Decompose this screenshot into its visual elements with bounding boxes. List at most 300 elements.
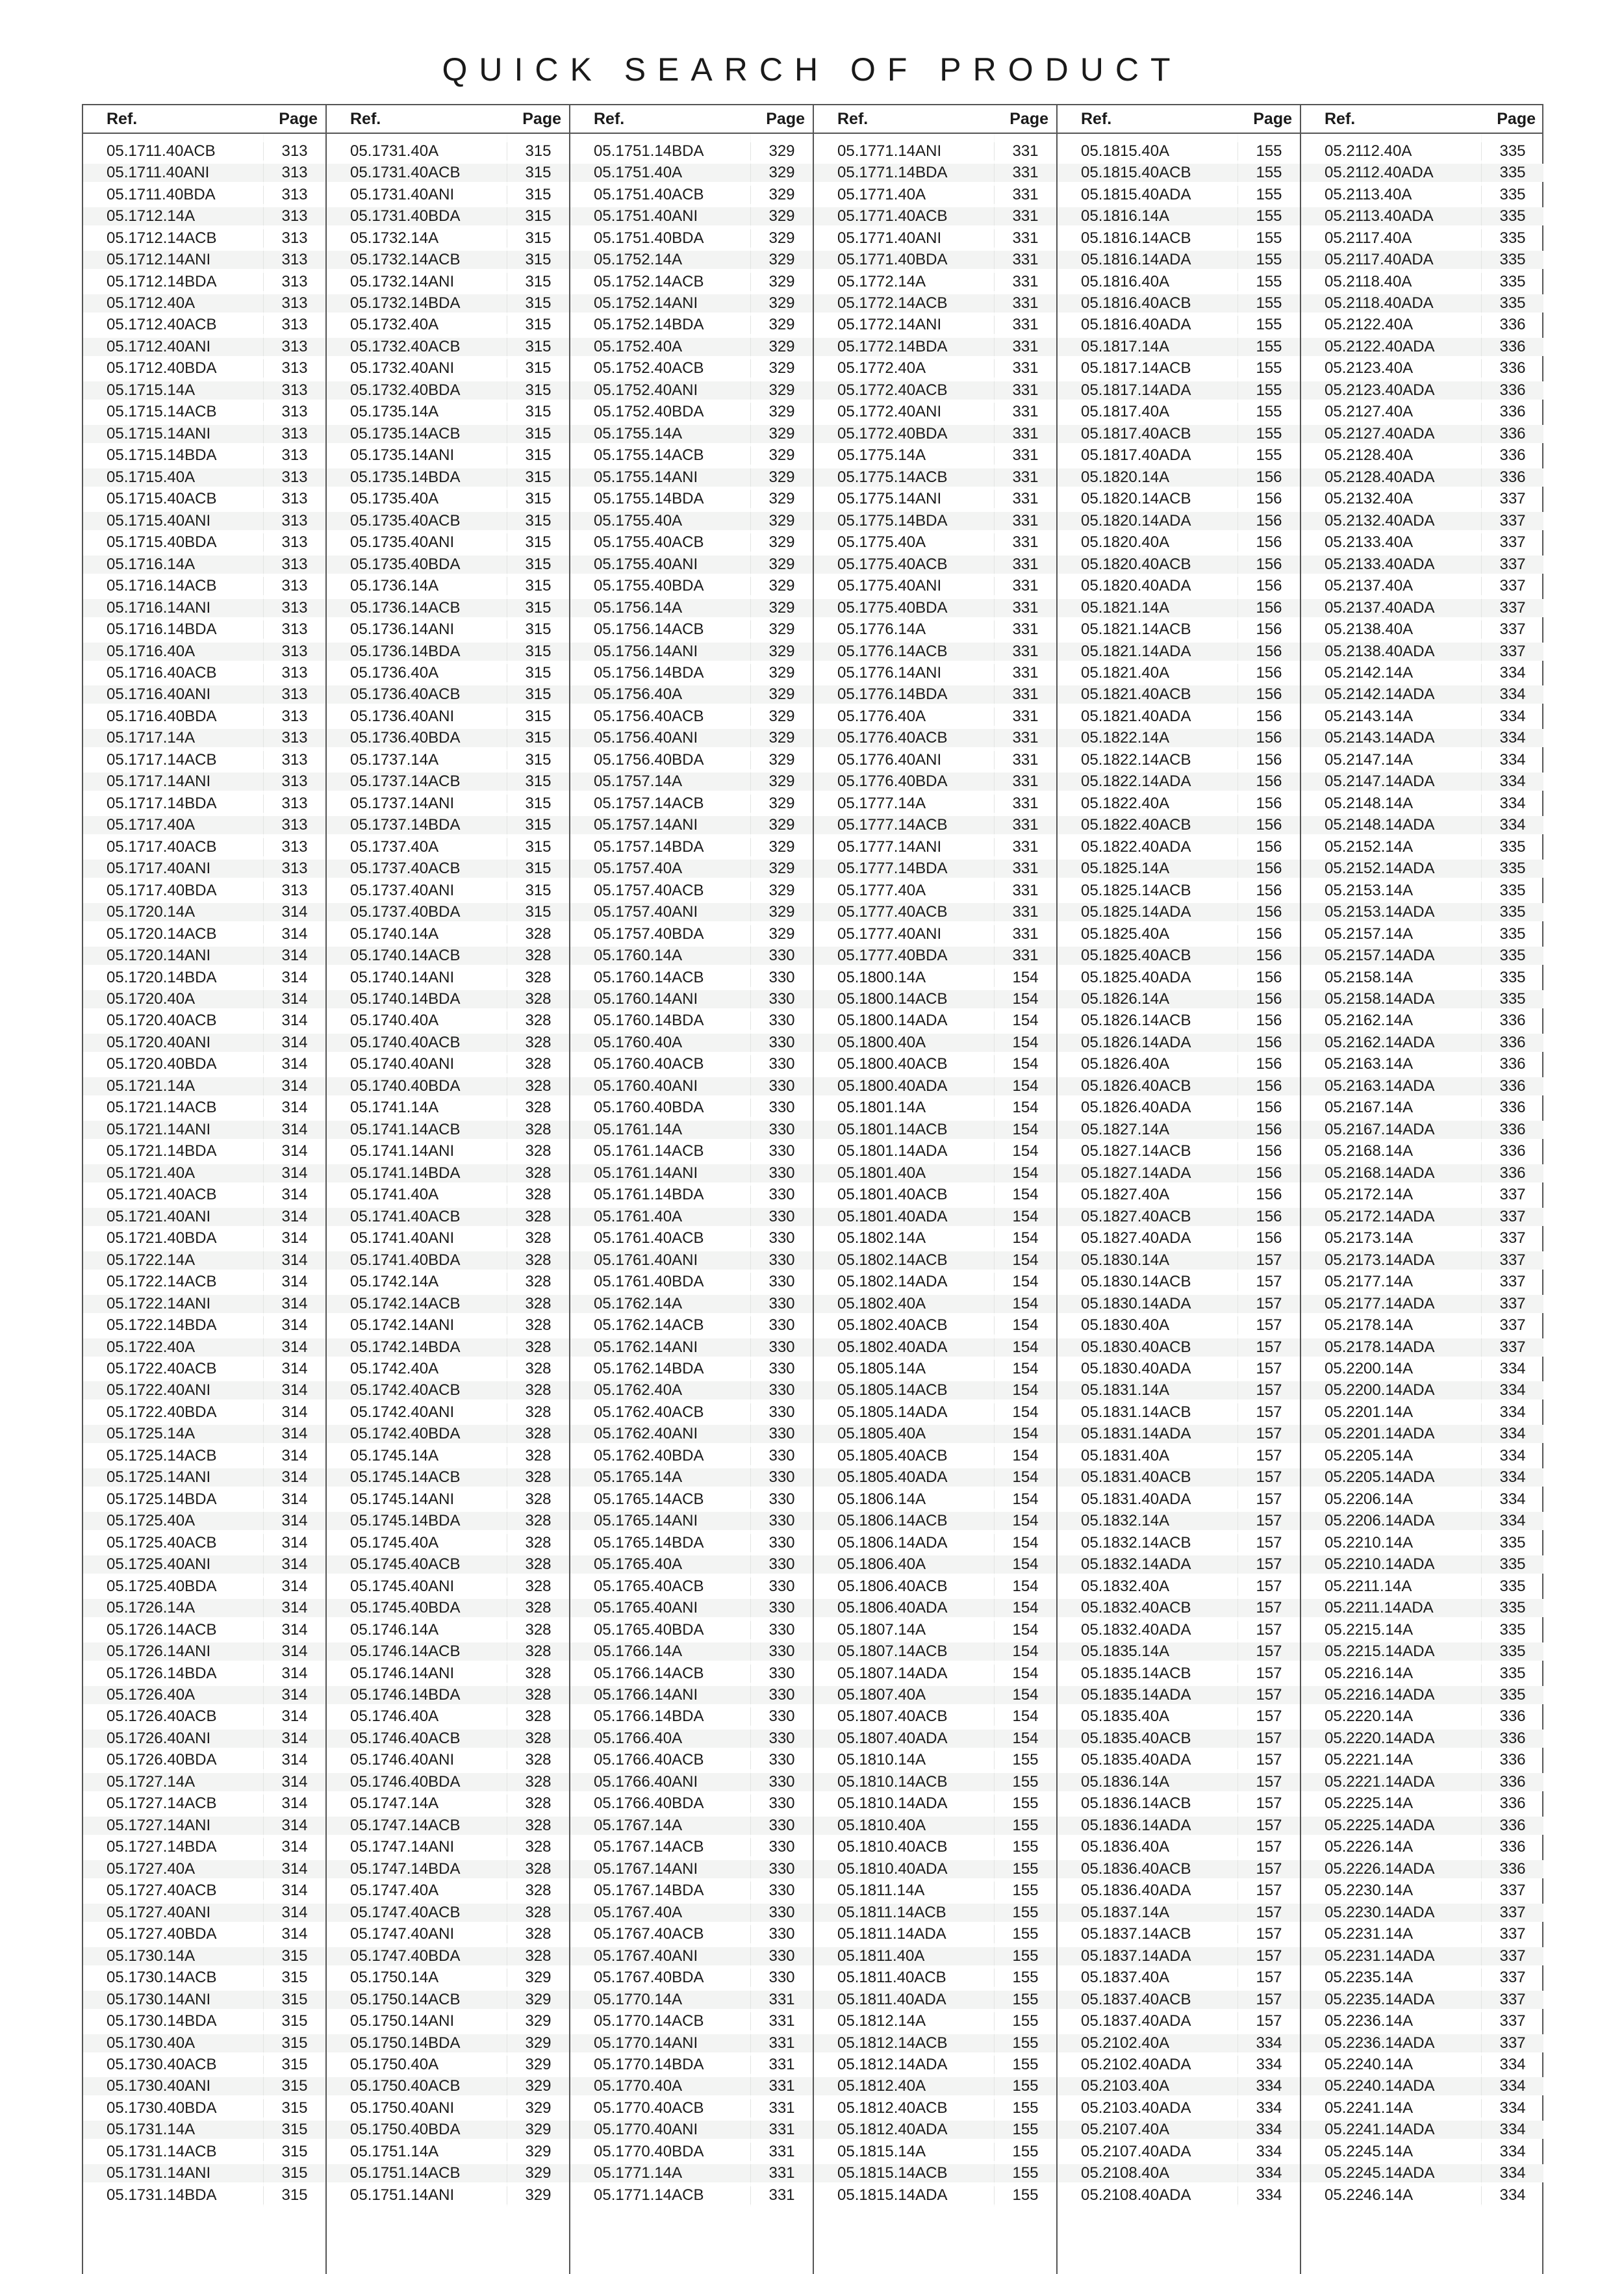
page-number: 334 — [1237, 2121, 1300, 2139]
product-ref: 05.1715.14BDA — [107, 446, 217, 465]
index-row — [327, 2032, 569, 2054]
index-row — [83, 2010, 325, 2032]
page-number: 315 — [507, 251, 569, 269]
product-ref: 05.1735.14ACB — [327, 425, 507, 443]
page-number: 328 — [507, 1316, 569, 1335]
index-row — [814, 1793, 1056, 1815]
product-ref: 05.1801.40ADA — [814, 1208, 994, 1226]
product-ref: 05.1746.40ANI — [350, 1751, 455, 1769]
index-row — [83, 1619, 325, 1641]
product-ref: 05.1737.40A — [350, 837, 439, 856]
index-row — [1058, 510, 1300, 531]
product-ref: 05.2137.40ADA — [1301, 599, 1481, 617]
product-ref: 05.1756.14ANI — [570, 643, 750, 661]
index-row — [1058, 575, 1300, 596]
index-row — [1058, 336, 1300, 357]
index-row — [1058, 771, 1300, 793]
page-number: 314 — [263, 1251, 325, 1270]
product-ref: 05.1836.14A — [1058, 1773, 1237, 1791]
index-row — [83, 1902, 325, 1923]
page-number: 156 — [1237, 729, 1300, 747]
product-ref: 05.1771.14ACB — [594, 2186, 704, 2204]
page-number: 154 — [994, 1099, 1056, 1117]
index-row — [327, 1336, 569, 1358]
product-ref: 05.1820.14A — [1058, 468, 1237, 487]
product-ref: 05.1735.14BDA — [327, 468, 507, 487]
index-row — [1058, 1793, 1300, 1815]
product-ref: 05.1720.40A — [83, 990, 263, 1008]
page-number: 157 — [1237, 1686, 1300, 1704]
page-number: 155 — [994, 1947, 1056, 1965]
index-row — [327, 597, 569, 619]
page-number: 157 — [1237, 1969, 1300, 1987]
index-row — [1058, 619, 1300, 640]
index-row — [570, 1358, 813, 1379]
index-row — [327, 641, 569, 662]
product-ref: 05.1820.14ACB — [1081, 490, 1191, 508]
product-ref: 05.1827.14ADA — [1058, 1164, 1237, 1182]
page-number: 156 — [1237, 1208, 1300, 1226]
index-row — [814, 271, 1056, 292]
index-row — [327, 836, 569, 858]
index-row — [1058, 901, 1300, 923]
page-number: 155 — [1237, 381, 1300, 400]
index-row — [83, 466, 325, 488]
index-row — [814, 1445, 1056, 1466]
index-row — [327, 1597, 569, 1618]
product-ref: 05.1821.14ADA — [1058, 643, 1237, 661]
product-ref: 05.1716.14A — [83, 556, 263, 574]
index-row — [327, 1793, 569, 1815]
product-ref: 05.1726.14ANI — [83, 1642, 263, 1661]
page-number: 313 — [263, 795, 325, 813]
page-number: 328 — [507, 1555, 569, 1574]
page-number: 156 — [1237, 468, 1300, 487]
product-ref: 05.2113.40ADA — [1301, 207, 1481, 225]
page-number: 313 — [263, 359, 325, 377]
page-number: 157 — [1237, 1621, 1300, 1639]
page-number: 330 — [750, 1904, 813, 1922]
index-row — [814, 445, 1056, 466]
index-row — [1058, 684, 1300, 706]
product-ref: 05.1751.14A — [350, 2142, 439, 2160]
product-ref: 05.1742.40BDA — [327, 1425, 507, 1443]
index-row — [1301, 836, 1543, 858]
page-number: 328 — [507, 1208, 569, 1226]
index-row — [1058, 1923, 1300, 1945]
index-row — [1301, 1010, 1543, 1032]
product-ref: 05.1810.14ADA — [837, 1795, 948, 1813]
page-number: 314 — [263, 1338, 325, 1357]
product-ref: 05.2246.14A — [1325, 2186, 1414, 2204]
page-number: 314 — [263, 1882, 325, 1900]
page-number: 315 — [263, 2012, 325, 2030]
product-ref: 05.1820.14ADA — [1058, 512, 1237, 530]
product-ref: 05.1730.14ACB — [107, 1969, 217, 1987]
page-number: 330 — [750, 1882, 813, 1900]
page-number: 313 — [263, 142, 325, 160]
page-number: 336 — [1481, 1164, 1543, 1182]
page-number: 154 — [994, 1142, 1056, 1160]
index-row — [1301, 684, 1543, 706]
product-ref: 05.1762.14BDA — [594, 1359, 704, 1377]
product-ref: 05.1750.40ACB — [327, 2077, 507, 2095]
index-row — [1301, 1945, 1543, 1967]
product-ref: 05.1732.40ACB — [327, 338, 507, 356]
page-number: 331 — [994, 685, 1056, 704]
page-number: 313 — [263, 207, 325, 225]
product-ref: 05.2226.14A — [1325, 1838, 1414, 1856]
index-row — [1301, 162, 1543, 183]
index-row — [327, 2163, 569, 2184]
page-number: 328 — [507, 1925, 569, 1943]
page-number: 335 — [1481, 1686, 1543, 1704]
page-number: 334 — [1481, 1425, 1543, 1443]
index-row — [83, 1706, 325, 1728]
page-number: 156 — [1237, 620, 1300, 639]
page-header: Page — [1009, 109, 1048, 128]
index-row — [83, 1728, 325, 1749]
product-ref: 05.1755.14ANI — [570, 468, 750, 487]
page-number: 155 — [994, 2121, 1056, 2139]
index-row — [570, 1032, 813, 1053]
page-number: 157 — [1237, 1273, 1300, 1291]
page-number: 155 — [994, 2056, 1056, 2074]
product-ref: 05.1775.40A — [837, 533, 926, 552]
index-row — [327, 945, 569, 966]
product-ref: 05.1732.40A — [350, 316, 439, 334]
page-number: 329 — [750, 556, 813, 574]
product-ref: 05.1772.14BDA — [814, 338, 994, 356]
page-number: 314 — [263, 1316, 325, 1335]
index-row — [1058, 1467, 1300, 1488]
product-ref: 05.1735.40ACB — [327, 512, 507, 530]
page-number: 328 — [507, 1055, 569, 1073]
index-row — [83, 379, 325, 401]
page-number: 154 — [994, 1381, 1056, 1399]
product-ref: 05.1722.14ANI — [83, 1295, 263, 1313]
index-row — [327, 1837, 569, 1858]
index-row — [570, 2076, 813, 2097]
product-ref: 05.1737.14A — [350, 750, 439, 769]
product-ref: 05.1717.40A — [83, 816, 263, 834]
product-ref: 05.1747.14ACB — [327, 1817, 507, 1835]
page-number: 155 — [994, 2164, 1056, 2182]
product-ref: 05.1770.40ACB — [594, 2099, 704, 2117]
index-row — [327, 358, 569, 379]
index-row — [83, 2032, 325, 2054]
product-ref: 05.1825.40ACB — [1058, 947, 1237, 965]
product-ref: 05.1731.40BDA — [327, 207, 507, 225]
page-number: 335 — [1481, 251, 1543, 269]
index-row — [1301, 1771, 1543, 1793]
product-ref: 05.1720.14A — [83, 903, 263, 921]
index-row — [1301, 140, 1543, 162]
product-ref: 05.1730.14BDA — [107, 2012, 217, 2030]
page-number: 313 — [263, 664, 325, 682]
index-row — [1058, 728, 1300, 749]
product-ref: 05.1830.14ADA — [1058, 1295, 1237, 1313]
index-row — [570, 1010, 813, 1032]
page-number: 336 — [1481, 1707, 1543, 1726]
page-number: 330 — [750, 990, 813, 1008]
index-row — [1301, 793, 1543, 814]
page-number: 329 — [750, 795, 813, 813]
index-row — [1058, 1206, 1300, 1227]
product-ref: 05.1740.40BDA — [327, 1077, 507, 1095]
page-number: 154 — [994, 1642, 1056, 1661]
product-ref: 05.1805.40ADA — [814, 1468, 994, 1487]
page-number: 157 — [1237, 1925, 1300, 1943]
index-row — [1301, 336, 1543, 357]
product-ref: 05.1711.40BDA — [107, 185, 216, 203]
product-ref: 05.1757.14BDA — [594, 837, 704, 856]
page-number: 154 — [994, 1208, 1056, 1226]
page-number: 154 — [994, 1555, 1056, 1574]
index-row — [1058, 923, 1300, 945]
product-ref: 05.1815.14ADA — [837, 2186, 948, 2204]
page-number: 329 — [750, 359, 813, 377]
index-row — [1301, 662, 1543, 683]
page-number: 155 — [1237, 338, 1300, 356]
product-ref: 05.1735.40ANI — [350, 533, 455, 552]
index-row — [83, 1663, 325, 1684]
product-ref: 05.2200.14ADA — [1301, 1381, 1481, 1399]
product-ref: 05.2133.40ADA — [1301, 556, 1481, 574]
index-row — [570, 1511, 813, 1532]
product-ref: 05.1776.40A — [837, 707, 926, 725]
index-row — [814, 901, 1056, 923]
page-number: 330 — [750, 1490, 813, 1509]
index-row — [1058, 1641, 1300, 1662]
product-ref: 05.2152.14ADA — [1301, 860, 1481, 878]
product-ref: 05.2240.14ADA — [1301, 2077, 1481, 2095]
page-number: 313 — [263, 512, 325, 530]
index-row — [1301, 728, 1543, 749]
product-ref: 05.1721.40BDA — [107, 1229, 217, 1247]
page-number: 337 — [1481, 2012, 1543, 2030]
index-row — [1301, 1184, 1543, 1206]
page-number: 335 — [1481, 1665, 1543, 1683]
page-number: 334 — [1481, 1447, 1543, 1465]
page-number: 315 — [507, 186, 569, 204]
page-number: 314 — [263, 1468, 325, 1487]
index-row — [814, 1097, 1056, 1119]
page-number: 157 — [1237, 1882, 1300, 1900]
index-row — [1301, 1227, 1543, 1249]
index-row — [570, 1162, 813, 1184]
product-ref: 05.1732.14ACB — [327, 251, 507, 269]
product-ref: 05.1770.14A — [570, 1991, 750, 2009]
index-row — [83, 1553, 325, 1575]
page-number: 330 — [750, 1034, 813, 1052]
index-row — [83, 619, 325, 640]
page-number: 314 — [263, 1186, 325, 1204]
index-row — [570, 227, 813, 249]
column-body — [1301, 134, 1543, 2206]
index-row — [570, 706, 813, 727]
product-ref: 05.1760.40BDA — [594, 1099, 704, 1117]
page-number: 157 — [1237, 1642, 1300, 1661]
page-number: 335 — [1481, 1599, 1543, 1617]
page-number: 157 — [1237, 1947, 1300, 1965]
page-number: 314 — [263, 1295, 325, 1313]
index-row — [1301, 1989, 1543, 2010]
product-ref: 05.1722.14ACB — [107, 1273, 217, 1291]
index-row — [570, 728, 813, 749]
page-number: 157 — [1237, 1316, 1300, 1335]
index-row — [327, 619, 569, 640]
page-number: 315 — [263, 2077, 325, 2095]
page-number: 328 — [507, 1838, 569, 1856]
page-number: 329 — [750, 142, 813, 160]
index-row — [83, 1141, 325, 1162]
page-number: 328 — [507, 1860, 569, 1878]
page-number: 315 — [507, 229, 569, 248]
page-number: 155 — [994, 1969, 1056, 1987]
index-column — [83, 104, 325, 2274]
page-number: 337 — [1481, 2034, 1543, 2052]
product-ref: 05.2230.14A — [1325, 1882, 1414, 1900]
index-row — [83, 575, 325, 596]
product-ref: 05.2168.14A — [1325, 1142, 1414, 1160]
page-number: 336 — [1481, 1121, 1543, 1139]
page-number: 156 — [1237, 533, 1300, 552]
page-number: 330 — [750, 1121, 813, 1139]
product-ref: 05.1805.14A — [837, 1359, 926, 1377]
page-number: 330 — [750, 1730, 813, 1748]
index-row — [570, 1967, 813, 1988]
product-ref: 05.1776.40BDA — [814, 773, 994, 791]
page-number: 337 — [1481, 556, 1543, 574]
index-row — [83, 249, 325, 270]
index-row — [570, 1597, 813, 1618]
page-number: 328 — [507, 1578, 569, 1596]
product-ref: 05.2143.14A — [1325, 707, 1414, 725]
page-number: 334 — [1481, 2056, 1543, 2074]
page-number: 331 — [994, 533, 1056, 552]
index-row — [1058, 1597, 1300, 1618]
page-number: 314 — [263, 1599, 325, 1617]
page-number: 157 — [1237, 1904, 1300, 1922]
page-number: 155 — [1237, 142, 1300, 160]
index-row — [1058, 815, 1300, 836]
index-row — [327, 1162, 569, 1184]
page-number: 328 — [507, 990, 569, 1008]
index-row — [814, 358, 1056, 379]
page-number: 315 — [263, 2164, 325, 2182]
product-ref: 05.1717.14ACB — [107, 750, 217, 769]
index-row — [814, 836, 1056, 858]
product-ref: 05.1815.14ACB — [814, 2164, 994, 2182]
page-number: 157 — [1237, 1991, 1300, 2009]
page-number: 314 — [263, 1555, 325, 1574]
product-ref: 05.1751.40BDA — [594, 229, 704, 247]
index-row — [327, 271, 569, 292]
index-row — [1058, 227, 1300, 249]
product-ref: 05.1775.14ANI — [837, 490, 942, 508]
page-number: 315 — [263, 1947, 325, 1965]
product-ref: 05.1776.40ACB — [814, 729, 994, 747]
page-number: 315 — [507, 512, 569, 530]
index-row — [327, 815, 569, 836]
product-ref: 05.1832.14ACB — [1081, 1533, 1191, 1552]
product-ref: 05.2177.14ADA — [1301, 1295, 1481, 1313]
index-row — [83, 1314, 325, 1336]
page-number: 337 — [1481, 1882, 1543, 1900]
page-number: 313 — [263, 556, 325, 574]
index-row — [327, 923, 569, 945]
index-row — [83, 728, 325, 749]
page-number: 155 — [1237, 273, 1300, 291]
page-number: 155 — [994, 1773, 1056, 1791]
page-number: 331 — [994, 773, 1056, 791]
product-ref: 05.1767.14A — [570, 1817, 750, 1835]
page-number: 328 — [507, 1295, 569, 1313]
index-row — [814, 140, 1056, 162]
page-number: 314 — [263, 1208, 325, 1226]
page-number: 328 — [507, 1338, 569, 1357]
page-number: 157 — [1237, 1425, 1300, 1443]
index-row — [1301, 1314, 1543, 1336]
index-row — [1058, 1837, 1300, 1858]
page-number: 331 — [994, 577, 1056, 595]
page-number: 315 — [507, 620, 569, 639]
product-ref: 05.1776.40ANI — [837, 750, 942, 769]
page-number: 157 — [1237, 1447, 1300, 1465]
page-number: 328 — [507, 1186, 569, 1204]
product-ref: 05.1826.40ADA — [1081, 1099, 1191, 1117]
page-number: 331 — [994, 273, 1056, 291]
index-row — [570, 836, 813, 858]
product-ref: 05.1730.14A — [83, 1947, 263, 1965]
column-header — [83, 104, 325, 134]
index-row — [327, 1358, 569, 1379]
index-row — [814, 1989, 1056, 2010]
index-row — [814, 1271, 1056, 1292]
index-row — [1058, 292, 1300, 314]
page-number: 154 — [994, 1403, 1056, 1422]
page-number: 329 — [750, 860, 813, 878]
product-ref: 05.2225.14ADA — [1301, 1817, 1481, 1835]
index-row — [814, 575, 1056, 596]
index-row — [83, 1815, 325, 1836]
index-row — [814, 1249, 1056, 1271]
product-ref: 05.1767.40A — [570, 1904, 750, 1922]
product-ref: 05.1832.40ACB — [1058, 1599, 1237, 1617]
product-ref: 05.1805.14ACB — [814, 1381, 994, 1399]
index-row — [327, 1815, 569, 1836]
product-ref: 05.1726.40ACB — [107, 1707, 217, 1726]
index-row — [1301, 2076, 1543, 2097]
index-row — [1058, 1227, 1300, 1249]
index-row — [327, 858, 569, 879]
page-number: 337 — [1481, 643, 1543, 661]
product-ref: 05.1721.40A — [83, 1164, 263, 1182]
index-row — [83, 162, 325, 183]
page-number: 315 — [263, 2121, 325, 2139]
index-row — [327, 1119, 569, 1140]
product-ref: 05.1720.14BDA — [107, 968, 217, 986]
product-ref: 05.1766.14A — [570, 1642, 750, 1661]
index-row — [1301, 445, 1543, 466]
page-number: 331 — [994, 620, 1056, 639]
index-row — [1058, 1488, 1300, 1510]
page-number: 314 — [263, 1425, 325, 1443]
page-number: 330 — [750, 1077, 813, 1095]
product-ref: 05.1727.14ANI — [83, 1817, 263, 1835]
product-ref: 05.2148.14ADA — [1301, 816, 1481, 834]
